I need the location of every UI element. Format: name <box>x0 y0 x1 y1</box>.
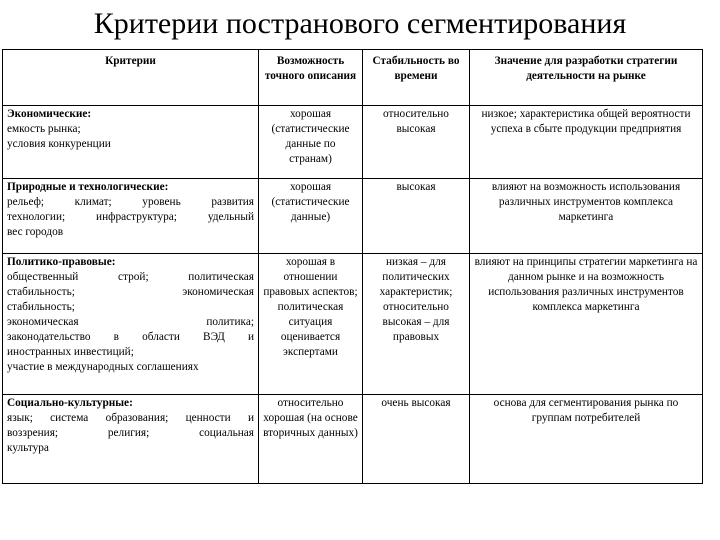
criterion-line: технологии; инфраструктура; удельный <box>7 211 254 223</box>
header-criteria: Критерии <box>3 50 259 106</box>
table-row <box>3 106 703 179</box>
criterion-line: условия конкуренции <box>7 138 111 150</box>
table-row <box>3 254 703 395</box>
criterion-line: стабильность; <box>7 301 75 313</box>
accuracy-cell: хорошая (статистические данные по странам) <box>259 106 363 179</box>
criterion-line: воззрения; религия; социальная <box>7 427 254 439</box>
stability-cell: высокая <box>363 179 470 254</box>
header-stability: Стабильность во времени <box>363 50 470 106</box>
criterion-line: язык; система образования; ценности и <box>7 412 254 424</box>
significance-cell: влияют на принципы стратегии маркетинга на данном рынке и на возможность использования различных инструментов комплекса маркетинга <box>470 254 703 395</box>
criterion-line: рельеф; климат; уровень развития <box>7 196 254 208</box>
accuracy-cell: хорошая (статистические данные) <box>259 179 363 254</box>
header-significance: Значение для разработки стратегии деятельности на рынке <box>470 50 703 106</box>
table-row <box>3 179 703 254</box>
criterion-cell <box>3 254 259 395</box>
criterion-line: общественный строй; политическая <box>7 271 254 283</box>
criterion-cell <box>3 395 259 484</box>
criterion-line: стабильность; экономическая <box>7 286 254 298</box>
header-accuracy: Возможность точного описания <box>259 50 363 106</box>
criterion-head: Социально-культурные: <box>7 397 133 409</box>
significance-cell: влияют на возможность использования различных инструментов комплекса маркетинга <box>470 179 703 254</box>
criterion-line: вес городов <box>7 226 64 238</box>
criterion-head: Природные и технологические: <box>7 181 169 193</box>
criterion-line: емкость рынка; <box>7 123 81 135</box>
table-header-row <box>3 50 703 106</box>
accuracy-cell: относительно хорошая (на основе вторичных данных) <box>259 395 363 484</box>
significance-cell: основа для сегментирования рынка по группам потребителей <box>470 395 703 484</box>
criterion-line: иностранных инвестиций; <box>7 346 134 358</box>
segmentation-table <box>2 49 703 484</box>
criterion-line: экономическая политика; <box>7 316 254 328</box>
page-title: Критерии постранового сегментирования <box>93 7 627 40</box>
criterion-cell <box>3 179 259 254</box>
criterion-line: участие в международных соглашениях <box>7 361 199 373</box>
criterion-head: Экономические: <box>7 108 92 120</box>
criterion-head: Политико-правовые: <box>7 256 116 268</box>
criterion-line: культура <box>7 442 49 454</box>
accuracy-cell: хорошая в отношении правовых аспектов; политическая ситуация оценивается экспертами <box>259 254 363 395</box>
stability-cell: низкая – для политических характеристик; относительно высокая – для правовых <box>363 254 470 395</box>
stability-cell: очень высокая <box>363 395 470 484</box>
criterion-line: законодательство в области ВЭД и <box>7 331 254 343</box>
table-row <box>3 395 703 484</box>
significance-cell: низкое; характеристика общей вероятности успеха в сбыте продукции предприятия <box>470 106 703 179</box>
stability-cell: относительно высокая <box>363 106 470 179</box>
criterion-cell <box>3 106 259 179</box>
